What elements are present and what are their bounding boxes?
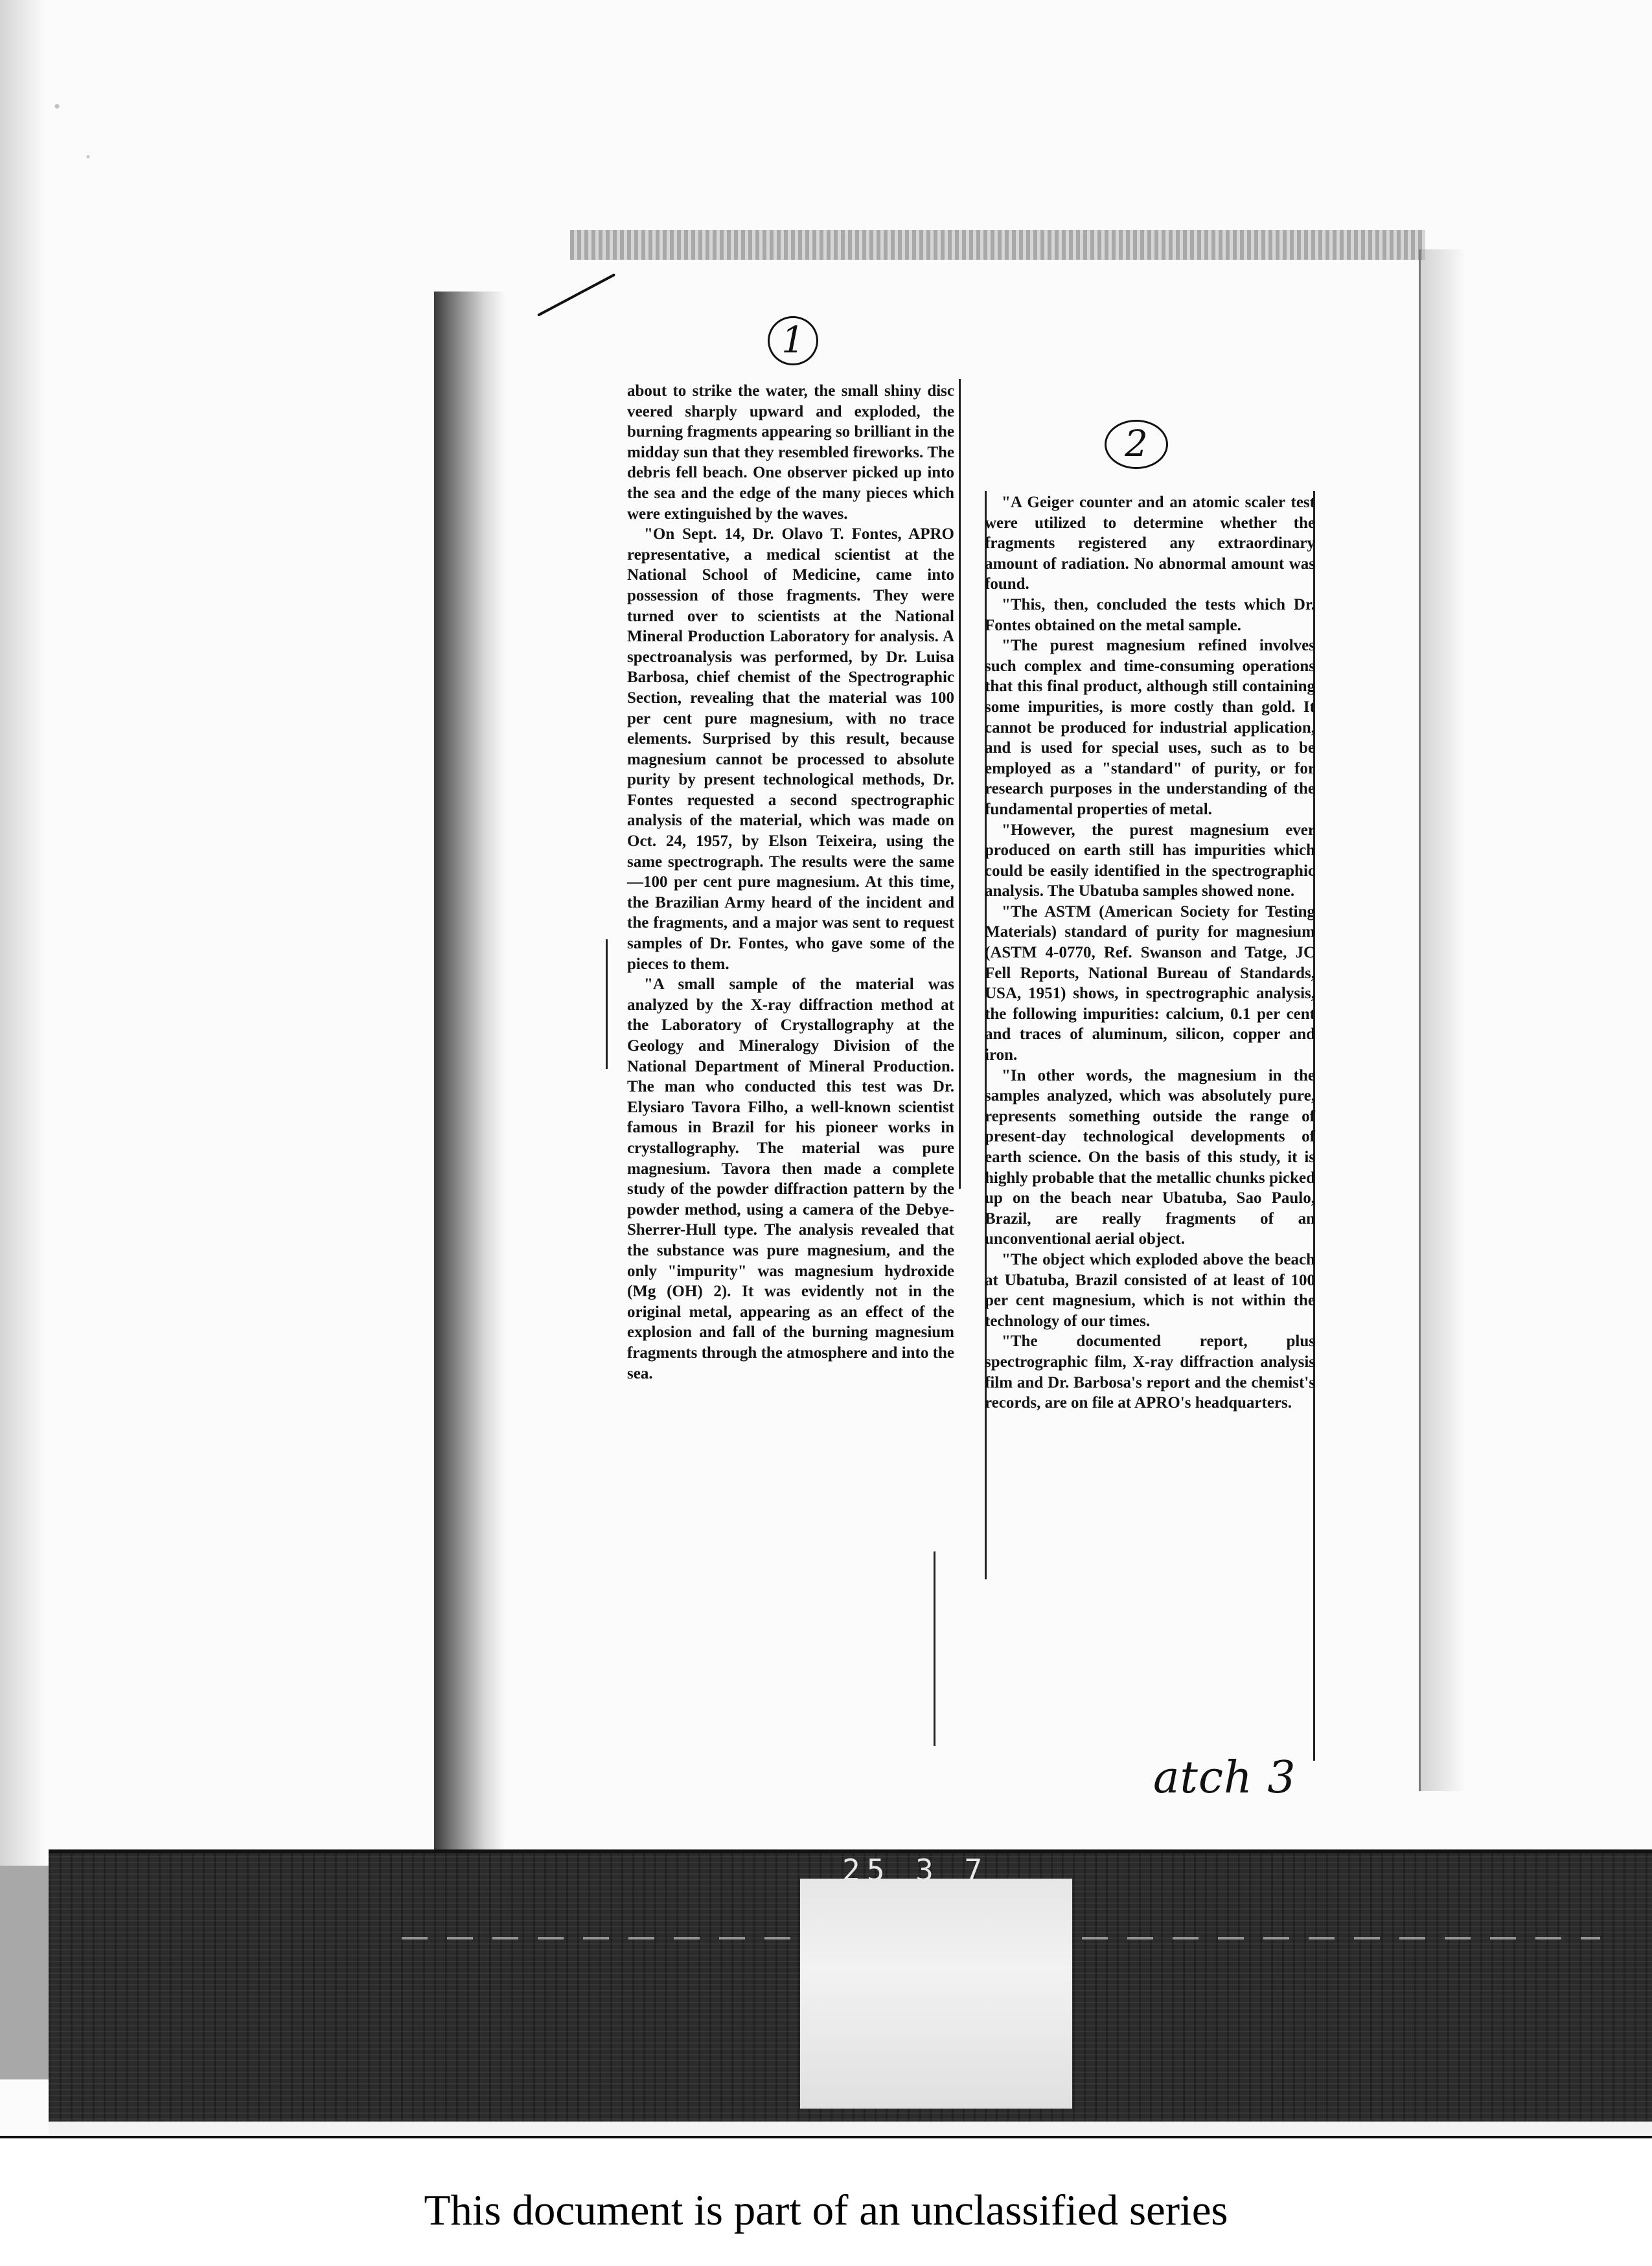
scan-margin-band — [0, 1866, 49, 2079]
scan-lower-strip — [49, 2122, 1652, 2134]
frame-stamp: 25 3 7 — [842, 1853, 989, 1888]
paragraph: "On Sept. 14, Dr. Olavo T. Fontes, APRO representative, a medical scientist at the National School of Medicine, came into possession of those fragments. They were turned over to scientists at the National Mineral Production Laboratory for analysis. A spectroanalysis was performed, by Dr. Luisa Barbosa, chief chemist of the Spectrographic Section, revealing that the material was 100 per cent pure magnesium, with no trace elements. Surprised by this result, because magnesium cannot be processed to absolute purity by present technological methods, Dr. Fontes requested a second spectrographic analysis of the material, which was made on Oct. 24, 1957, by Elson Teixeira, using the same spectrograph. The results were the same—100 per cent pure magnesium. At this time, the Brazilian Army heard of the incident and the fragments, and a major was sent to request samples of Dr. Fontes, who gave some of the pieces to them. — [627, 525, 954, 973]
paragraph: "However, the purest magnesium ever produced on earth still has impurities which could be easily identified in the spectrographic analysis. The Ubatuba samples showed none. — [985, 821, 1315, 900]
paragraph: "This, then, concluded the tests which Dr. Fontes obtained on the metal sample. — [985, 595, 1315, 634]
paragraph: "The purest magnesium refined involves such complex and time-consuming operations that this final product, although still containing some impurities, is more costly than gold. It cannot be produced for industrial application, and is used for special uses, such as to be employed as a "standard" of purity, or for research purposes in the understanding of the fundamental properties of metal. — [985, 637, 1315, 818]
scan-specks — [26, 39, 130, 207]
article-column-one — [627, 381, 954, 1384]
clipping-top-edge — [570, 230, 1425, 260]
paragraph: "The documented report, plus spectrographic film, X-ray diffraction analysis film and Dr. Barbosa's report and the chemist's records, are on file at APRO's headquarters. — [985, 1333, 1315, 1412]
paragraph: "In other words, the magnesium in the samples analyzed, which was absolutely pure, represents something outside the range of present-day technological developments of earth science. On the basis of this study, it is highly probable that the metallic chunks picked up on the beach near Ubatuba, Sao Paulo, Brazil, are really fragments of an unconventional aerial object. — [985, 1066, 1315, 1248]
handwritten-attachment-note: atch 3 — [1153, 1752, 1296, 1803]
clipping-right-edge — [1419, 249, 1466, 1791]
circled-number-two: 2 — [1105, 420, 1168, 469]
footer-divider — [0, 2136, 1652, 2138]
circled-number-one: 1 — [768, 316, 818, 365]
footer-caption: This document is part of an unclassified series — [424, 2186, 1228, 2234]
scanner-bright-patch — [800, 1879, 1072, 2109]
paragraph: about to strike the water, the small shiny disc veered sharply upward and exploded, the burning fragments appearing so brilliant in the midday sun that they resembled fireworks. The debris fell beach. One observer picked up into the sea and the edge of the many pieces which were extinguished by the waves. — [627, 382, 954, 523]
paragraph: "The object which exploded above the beach at Ubatuba, Brazil consisted of at least of 100 per cent magnesium, which is not within the technology of our times. — [985, 1250, 1315, 1330]
scan-edge-shading — [0, 0, 45, 1879]
paragraph: "A Geiger counter and an atomic scaler test were utilized to determine whether the fragments registered any extraordinary amount of radiation. No abnormal amount was found. — [985, 494, 1315, 593]
article-column-two — [985, 492, 1315, 1413]
column-rule — [959, 379, 961, 1189]
paragraph: "A small sample of the material was analyzed by the X-ray diffraction method at the Laboratory of Crystallography at the Geology and Mineralogy Division of the National Department of Mineral Production. The man who conducted this test was Dr. Elysiaro Tavora Filho, a well-known scientist famous in Brazil for his pioneer works in crystallography. The material was pure magnesium. Tavora then made a complete study of the powder diffraction pattern by the powder method, using a camera of the Debye-Sherrer-Hull type. The analysis revealed that the substance was pure magnesium, and the only "impurity" was magnesium hydroxide (Mg (OH) 2). It was evidently not in the original metal, appearing as an effect of the explosion and fall of the burning magnesium fragments through the atmosphere and into the sea. — [627, 976, 954, 1382]
margin-mark — [606, 939, 608, 1069]
column-rule — [934, 1551, 935, 1746]
clipping-left-shadow — [434, 292, 505, 1859]
pen-mark — [537, 273, 615, 317]
paragraph: "The ASTM (American Society for Testing Materials) standard of purity for magnesium (ASTM 4-0770, Ref. Swanson and Tatge, JC Fell Reports, National Bureau of Standards, USA, 1951) shows, in spectrographic analysis, the following impurities: calcium, 0.1 per cent and traces of aluminum, silicon, copper and iron. — [985, 902, 1315, 1064]
